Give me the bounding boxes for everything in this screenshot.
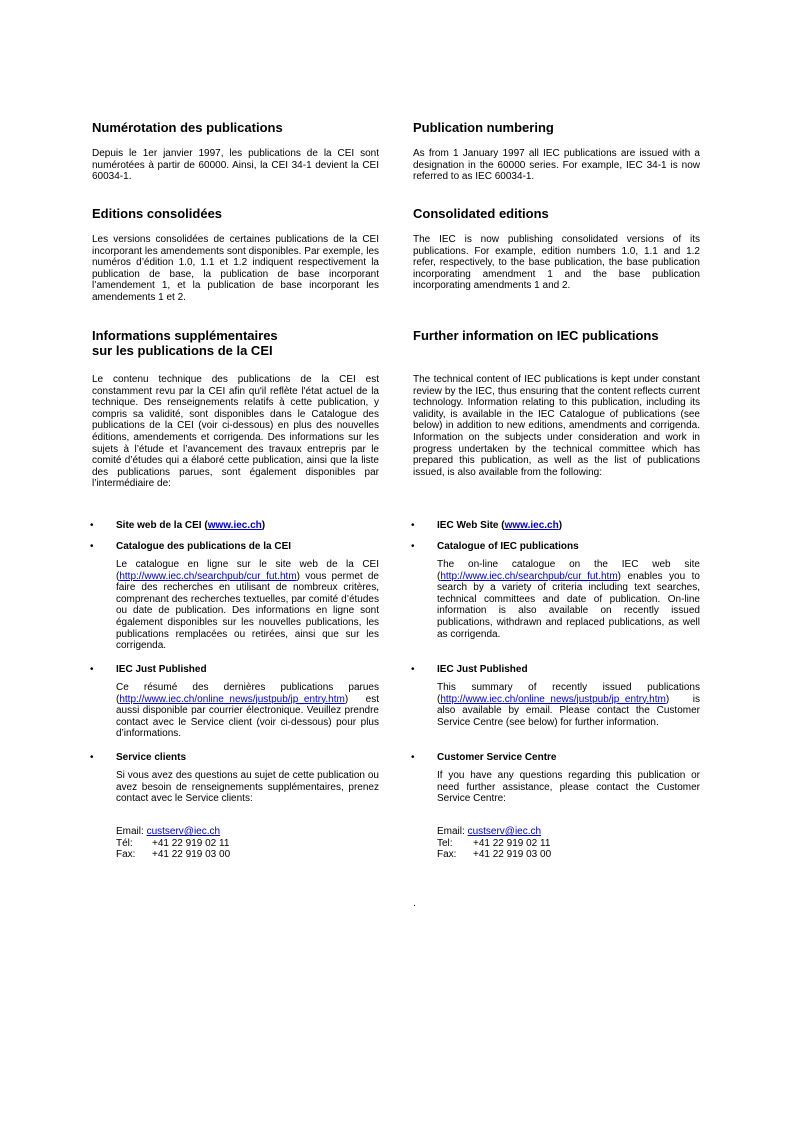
en-tel-row: Tel: +41 22 919 02 11 bbox=[437, 837, 551, 849]
fr-consolidated-section bbox=[92, 206, 379, 304]
bullet-dot-icon: • bbox=[411, 541, 415, 552]
en-just-text: This summary of recently issued publications (http://www.iec.ch/online_news/justpub/jp_entry.htm) is also available by email. Please contact the Customer Service Centre (see below) for further information. bbox=[437, 682, 700, 728]
fr-service-title: Service clients bbox=[116, 752, 187, 763]
en-consolidated-heading: Consolidated editions bbox=[413, 206, 549, 221]
en-numbering-text: As from 1 January 1997 all IEC publications are issued with a designation in the 60000 series. For example, IEC 34-1 is now referred to as IEC 60034-1. bbox=[413, 148, 700, 183]
bullet-dot-icon: • bbox=[411, 520, 415, 531]
fr-website-link[interactable]: www.iec.ch bbox=[207, 520, 262, 531]
fr-numbering-section bbox=[92, 120, 379, 183]
fr-just-link[interactable]: http://www.iec.ch/online_news/justpub/jp_entry.htm bbox=[119, 693, 345, 705]
fr-further-heading-line2: sur les publications de la CEI bbox=[92, 343, 273, 358]
fr-consolidated-text: Les versions consolidées de certaines publications de la CEI incorporant les amendements sont disponibles. Par exemple, les numéros d’édition 1.0, 1.1 et 1.2 indiquent respectivement la publication de base, la publication de base incorporant l’amendement 1, et la publication de base incorporant les amendements 1 et 2. bbox=[92, 234, 379, 303]
en-further-section bbox=[413, 328, 700, 478]
fr-consolidated-heading: Editions consolidées bbox=[92, 206, 223, 221]
fr-further-section bbox=[92, 328, 379, 490]
en-just-link[interactable]: http://www.iec.ch/online_news/justpub/jp_entry.htm bbox=[440, 693, 666, 705]
fr-service-text: Si vous avez des questions au sujet de cette publication ou avez besoin de renseignements supplémentaires, prenez contact avec le Service clients: bbox=[116, 770, 379, 805]
fr-just-title: IEC Just Published bbox=[116, 664, 207, 675]
fr-catalogue-link[interactable]: http://www.iec.ch/searchpub/cur_fut.htm bbox=[119, 570, 297, 582]
page-mark: . bbox=[413, 898, 416, 909]
bullet-dot-icon: • bbox=[90, 664, 94, 675]
en-email-row: Email: custserv@iec.ch bbox=[437, 826, 542, 837]
en-catalogue-link[interactable]: http://www.iec.ch/searchpub/cur_fut.htm bbox=[440, 570, 618, 582]
fr-further-heading-line1: Informations supplémentaires bbox=[92, 328, 278, 343]
en-email-link[interactable]: custserv@iec.ch bbox=[467, 826, 542, 837]
fr-numbering-text: Depuis le 1er janvier 1997, les publications de la CEI sont numérotées à partir de 60000. Ainsi, la CEI 34-1 devient la CEI 60034-1. bbox=[92, 148, 379, 183]
en-website-title: IEC Web Site (www.iec.ch) bbox=[437, 520, 563, 531]
en-catalogue-title: Catalogue of IEC publications bbox=[437, 541, 579, 552]
en-numbering-heading: Publication numbering bbox=[413, 120, 554, 135]
en-further-heading: Further information on IEC publications bbox=[413, 328, 659, 343]
en-consolidated-section bbox=[413, 206, 700, 292]
en-website-link[interactable]: www.iec.ch bbox=[504, 520, 559, 531]
en-consolidated-text: The IEC is now publishing consolidated versions of its publications. For example, edition numbers 1.0, 1.1 and 1.2 refer, respectively, to the base publication, the base publication incorporating amendment 1 and the base publication incorporating amendments 1 and 2. bbox=[413, 234, 700, 292]
en-contact-block bbox=[437, 826, 551, 861]
bullet-dot-icon: • bbox=[90, 752, 94, 763]
bullet-dot-icon: • bbox=[411, 664, 415, 675]
en-numbering-section bbox=[413, 120, 700, 183]
fr-tel-row: Tél: +41 22 919 02 11 bbox=[116, 837, 230, 849]
fr-catalogue-text: Le catalogue en ligne sur le site web de la CEI (http://www.iec.ch/searchpub/cur_fut.htm) vous permet de faire des recherches en utilisant de nombreux critères, comprenant des recherches textuelles, par comité d’études ou date de publication. Des informations en ligne sont également disponibles sur les nouvelles publications, les publications remplacées ou retirées, ainsi que sur les corrigenda. bbox=[116, 559, 379, 652]
en-fax-row: Fax: +41 22 919 03 00 bbox=[437, 849, 552, 861]
fr-numbering-heading: Numérotation des publications bbox=[92, 120, 283, 135]
en-just-title: IEC Just Published bbox=[437, 664, 528, 675]
en-service-title: Customer Service Centre bbox=[437, 752, 557, 763]
fr-catalogue-title: Catalogue des publications de la CEI bbox=[116, 541, 292, 552]
fr-contact-block bbox=[116, 826, 230, 861]
fr-further-text: Le contenu technique des publications de la CEI est constamment revu par la CEI afin qu'il reflète l'état actuel de la technique. Des renseignements relatifs à cette publication, y compris sa validité, sont disponibles dans le Catalogue des publications de la CEI (voir ci-dessous) en plus des nouvelles éditions, amendements et corrigenda. Des informations sur les sujets à l’étude et l’avancement des travaux entrepris par le comité d’études qui a élaboré cette publication, ainsi que la liste des publications parues, sont également disponibles par l’intermédiaire de: bbox=[92, 374, 379, 490]
en-catalogue-text: The on-line catalogue on the IEC web site (http://www.iec.ch/searchpub/cur_fut.htm) enables you to search by a variety of criteria including text searches, technical committees and date of publication. On-line information is also available on recently issued publications, withdrawn and replaced publications, as well as corrigenda. bbox=[437, 559, 700, 640]
fr-email-row: Email: custserv@iec.ch bbox=[116, 826, 221, 837]
bullet-dot-icon: • bbox=[411, 752, 415, 763]
fr-website-title: Site web de la CEI (www.iec.ch) bbox=[116, 520, 266, 531]
en-service-text: If you have any questions regarding this publication or need further assistance, please contact the Customer Service Centre: bbox=[437, 770, 700, 805]
fr-email-link[interactable]: custserv@iec.ch bbox=[146, 826, 221, 837]
fr-just-text: Ce résumé des dernières publications parues (http://www.iec.ch/online_news/justpub/jp_entry.htm) est aussi disponible par courrier électronique. Veuillez prendre contact avec le Service client (voir ci-dessous) pour plus d’informations. bbox=[116, 682, 379, 740]
bullet-dot-icon: • bbox=[90, 520, 94, 531]
bullet-dot-icon: • bbox=[90, 541, 94, 552]
en-further-text: The technical content of IEC publications is kept under constant review by the IEC, thus ensuring that the content reflects current technology. Information relating to this publication, including its validity, is available in the IEC Catalogue of publications (see below) in addition to new editions, amendments and corrigenda. Information on the subjects under consideration and work in progress undertaken by the technical committee which has prepared this publication, as well as the list of publications issued, is also available from the following: bbox=[413, 374, 700, 478]
fr-fax-row: Fax: +41 22 919 03 00 bbox=[116, 849, 231, 861]
